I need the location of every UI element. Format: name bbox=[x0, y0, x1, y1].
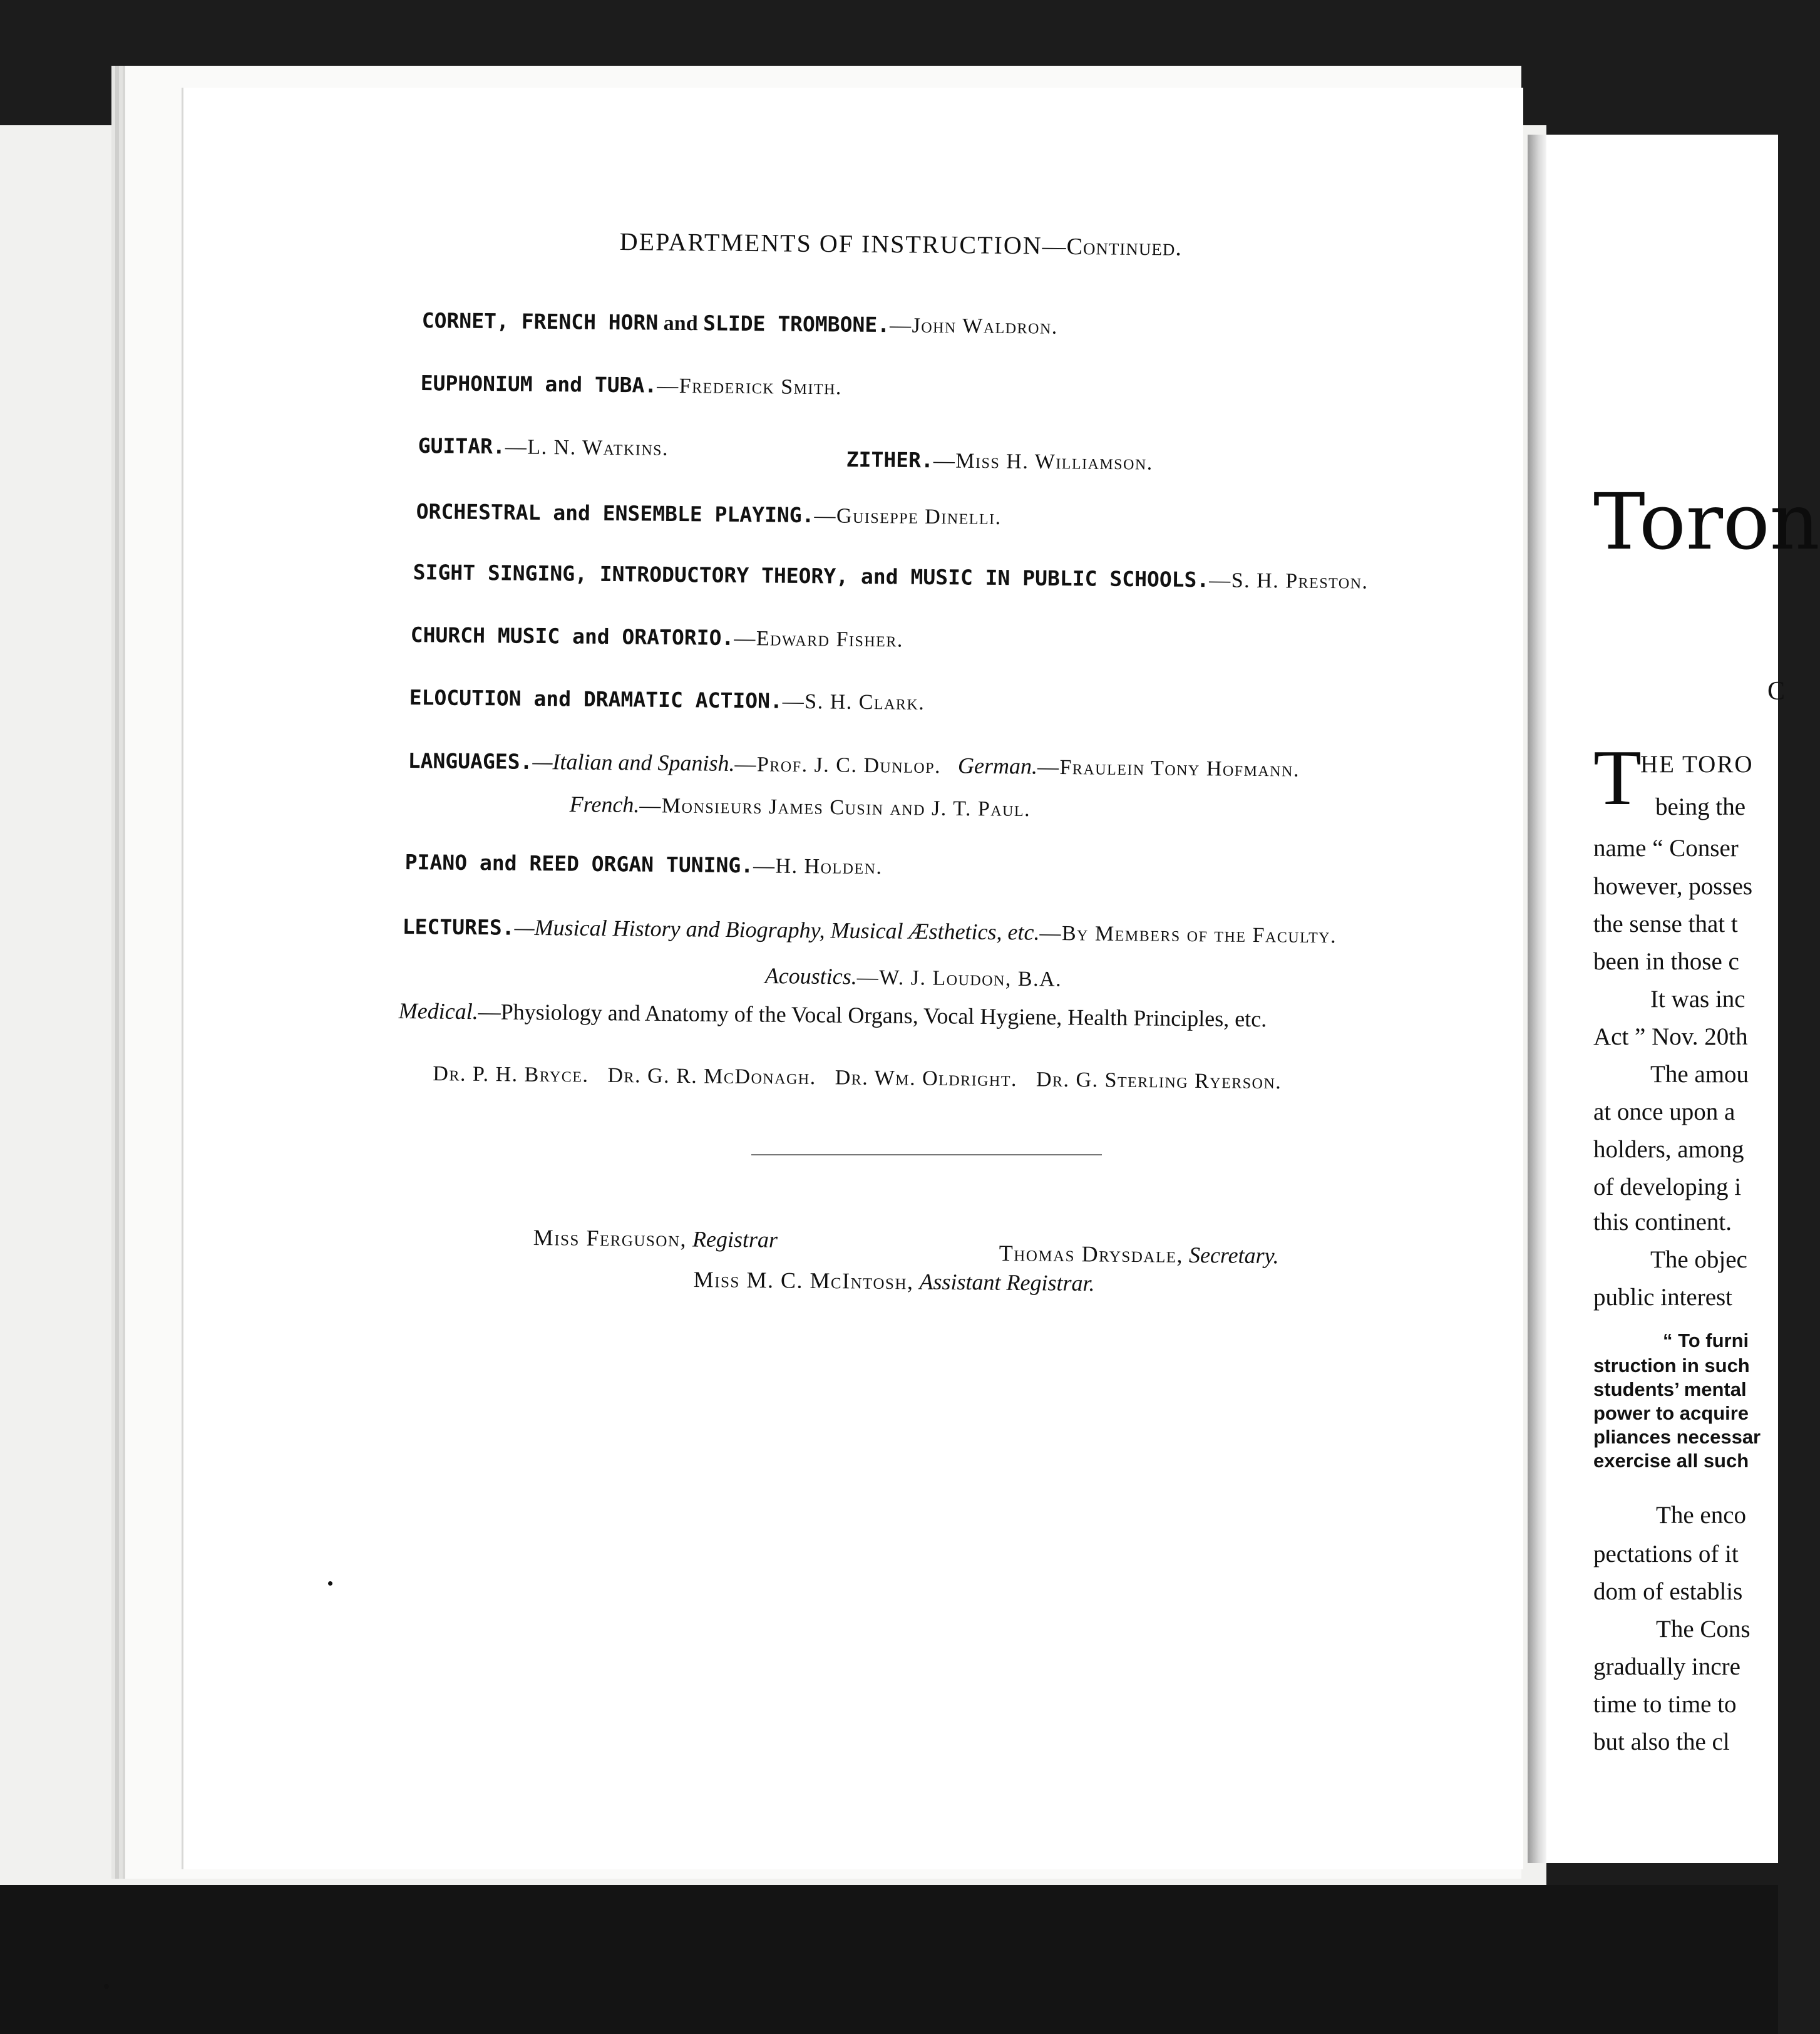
dept-subject-and: and bbox=[658, 311, 704, 336]
dept-faculty: —Miss H. Williamson. bbox=[933, 449, 1153, 475]
dept-subject: CHURCH MUSIC and ORATORIO. bbox=[410, 622, 734, 650]
right-page-line: of developing i bbox=[1593, 1174, 1742, 1200]
right-page-line: The amou bbox=[1650, 1061, 1749, 1088]
right-page-line: Act ” Nov. 20th bbox=[1593, 1023, 1748, 1050]
registrar-name: Miss Ferguson, bbox=[533, 1225, 687, 1252]
secretary-line bbox=[999, 1240, 1279, 1269]
dept-medical-label: Medical. bbox=[398, 998, 478, 1025]
dept-piano-tuning bbox=[405, 849, 883, 879]
right-page-line: The Cons bbox=[1656, 1616, 1751, 1643]
dept-subject: LECTURES. bbox=[402, 914, 515, 940]
right-page-line: being the bbox=[1655, 793, 1746, 820]
right-page-line: pectations of it bbox=[1593, 1541, 1739, 1567]
dept-faculty: —John Waldron. bbox=[889, 314, 1058, 339]
dept-faculty: —Guiseppe Dinelli. bbox=[814, 504, 1002, 529]
dept-medical-faculty bbox=[421, 1033, 1282, 1094]
paper-speck bbox=[328, 1581, 332, 1586]
dept-subject: ELOCUTION and DRAMATIC ACTION. bbox=[409, 684, 783, 713]
registrar-title: Registrar bbox=[692, 1226, 778, 1252]
dept-faculty: —Monsieurs James Cusin and J. T. Paul. bbox=[639, 794, 1031, 822]
right-page-line: The objec bbox=[1650, 1246, 1747, 1273]
book-gutter bbox=[1528, 135, 1546, 1863]
dept-subject-2: SLIDE TROMBONE. bbox=[702, 311, 890, 338]
drop-cap: T bbox=[1593, 735, 1642, 822]
right-page-title: Toron bbox=[1593, 477, 1820, 567]
right-page-line: time to time to bbox=[1593, 1691, 1737, 1718]
dept-faculty: —Prof. J. C. Dunlop. bbox=[734, 753, 942, 778]
dept-acoustics-label: Acoustics. bbox=[764, 963, 857, 989]
dept-medical-topics: —Physiology and Anatomy of the Vocal Organs, Vocal Hygiene, Health Principles, etc. bbox=[478, 999, 1267, 1032]
secretary-title: Secretary. bbox=[1188, 1242, 1279, 1269]
right-page-line: The enco bbox=[1656, 1502, 1747, 1529]
dept-church-music bbox=[411, 621, 903, 653]
right-page-quote-line: students’ mental bbox=[1593, 1378, 1747, 1400]
right-page-line: name “ Conser bbox=[1593, 835, 1739, 862]
right-page-quote-line: “ To furni bbox=[1663, 1329, 1749, 1351]
right-page-line: but also the cl bbox=[1593, 1728, 1730, 1755]
secretary-name: Thomas Drysdale, bbox=[999, 1241, 1184, 1267]
right-page-quote-line: power to acquire bbox=[1593, 1402, 1749, 1424]
registrar-line bbox=[533, 1224, 778, 1253]
dept-faculty: —L. N. Watkins. bbox=[505, 435, 669, 460]
dept-faculty: —Edward Fisher. bbox=[734, 626, 904, 652]
right-page-line: this continent. bbox=[1593, 1209, 1732, 1236]
dept-faculty: —Frederick Smith. bbox=[657, 374, 843, 400]
dept-subject: CORNET, FRENCH HORN bbox=[421, 307, 659, 335]
dept-acoustics bbox=[765, 963, 1062, 992]
dept-faculty: —S. H. Clark. bbox=[782, 689, 925, 715]
dept-subject: LANGUAGES. bbox=[408, 748, 533, 774]
dept-elocution bbox=[409, 684, 925, 715]
right-page-line: dom of establis bbox=[1593, 1578, 1743, 1605]
right-page-line: public interest bbox=[1593, 1284, 1733, 1311]
dept-subject: SIGHT SINGING, INTRODUCTORY THEORY, and MUSIC IN PUBLIC SCHOOLS. bbox=[413, 559, 1210, 592]
dept-zither bbox=[846, 446, 1153, 475]
dept-faculty: —S. H. Preston. bbox=[1209, 569, 1369, 594]
assistant-name: Miss M. C. McIntosh, bbox=[693, 1267, 914, 1294]
page-title-continued: —Continued. bbox=[1042, 233, 1183, 261]
paper-speck bbox=[104, 1984, 109, 1989]
right-page-line: It was inc bbox=[1650, 986, 1745, 1013]
dark-backdrop bbox=[0, 1885, 1778, 2034]
dept-faculty-2: —Fraulein Tony Hofmann. bbox=[1037, 755, 1300, 782]
right-page-quote-line: pliances necessar bbox=[1593, 1426, 1761, 1448]
right-page-line: holders, among bbox=[1593, 1136, 1744, 1163]
right-page-line: at once upon a bbox=[1593, 1098, 1735, 1125]
dept-subject: ORCHESTRAL and ENSEMBLE PLAYING. bbox=[416, 498, 815, 528]
dept-subject: GUITAR. bbox=[418, 433, 506, 459]
dept-subject: ZITHER. bbox=[846, 447, 934, 473]
assistant-registrar-line bbox=[694, 1266, 1095, 1296]
divider bbox=[751, 1154, 1102, 1155]
page-title-main: DEPARTMENTS OF INSTRUCTION bbox=[619, 227, 1042, 260]
dept-lectures-topics: —Musical History and Biography, Musical Æsthetics, etc. bbox=[514, 914, 1040, 945]
dept-languages-italian: —Italian and Spanish. bbox=[532, 748, 735, 777]
right-page-subheading: C bbox=[1767, 677, 1786, 706]
dept-subject: PIANO and REED ORGAN TUNING. bbox=[404, 849, 754, 878]
right-page-line: however, posses bbox=[1593, 873, 1753, 900]
dept-faculty: Dr. P. H. Bryce. Dr. G. R. McDonagh. Dr. Wm. Oldright. Dr. G. Sterling Ryerson. bbox=[433, 1062, 1282, 1094]
dept-faculty: —By Members of the Faculty. bbox=[1039, 921, 1337, 948]
right-page-line: been in those c bbox=[1593, 948, 1739, 975]
dept-guitar bbox=[418, 432, 669, 461]
dept-languages-french bbox=[570, 791, 1031, 822]
dept-languages-german: German. bbox=[957, 753, 1038, 779]
dept-languages-french-label: French. bbox=[569, 792, 640, 818]
dept-faculty: —W. J. Loudon, B.A. bbox=[856, 966, 1062, 991]
dept-faculty: —H. Holden. bbox=[753, 854, 883, 879]
assistant-title: Assistant Registrar. bbox=[919, 1269, 1095, 1296]
dept-euphonium bbox=[421, 369, 843, 400]
right-page-line: the sense that t bbox=[1593, 911, 1738, 937]
dept-orchestral bbox=[416, 498, 1002, 530]
right-page-quote-line: exercise all such bbox=[1593, 1450, 1749, 1472]
dept-subject: EUPHONIUM and TUBA. bbox=[420, 370, 657, 398]
right-page-line: HE TORO bbox=[1640, 751, 1754, 778]
right-page-line: gradually incre bbox=[1593, 1653, 1740, 1680]
right-page-quote-line: struction in such bbox=[1593, 1355, 1750, 1376]
